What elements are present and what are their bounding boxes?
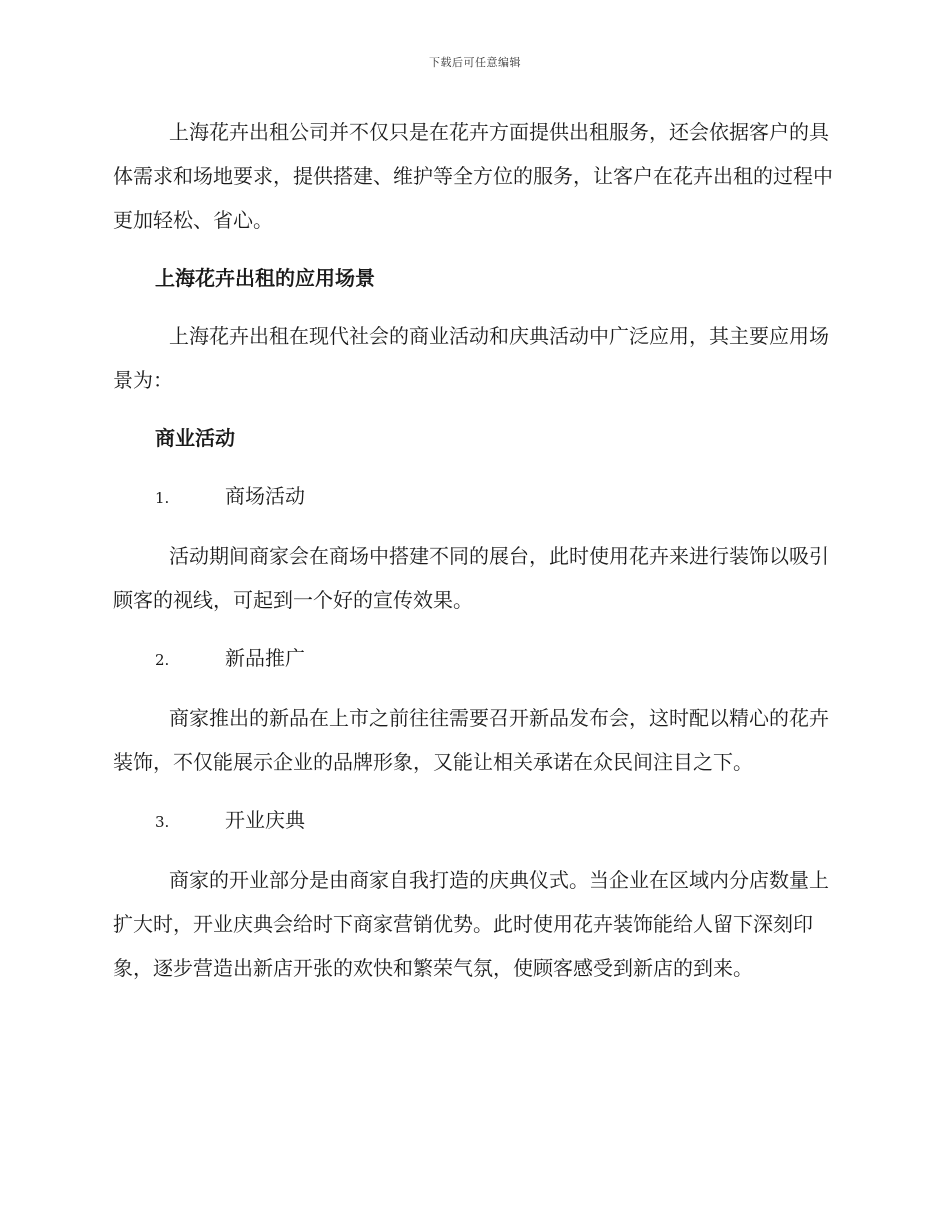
list-item-mall-activity bbox=[155, 474, 835, 520]
mall-activity-paragraph: 活动期间商家会在商场中搭建不同的展台，此时使用花卉来进行装饰以吸引顾客的视线，可起到一个好的宣传效果。 bbox=[113, 544, 829, 612]
list-item-new-product bbox=[155, 636, 835, 682]
list-number: 1. bbox=[155, 489, 170, 507]
new-product-paragraph: 商家推出的新品在上市之前往往需要召开新品发布会，这时配以精心的花卉装饰，不仅能展示企业的品牌形象，又能让相关承诺在众民间注目之下。 bbox=[113, 706, 829, 774]
section-heading-scenarios: 上海花卉出租的应用场景 bbox=[155, 266, 375, 290]
list-label: 商场活动 bbox=[225, 484, 305, 508]
opening-ceremony-paragraph: 商家的开业部分是由商家自我打造的庆典仪式。当企业在区域内分店数量上扩大时，开业庆典会给时下商家营销优势。此时使用花卉装饰能给人留下深刻印象，逐步营造出新店开张的欢快和繁荣气氛，使顾客感受到新店的到来。 bbox=[113, 868, 829, 980]
list-label: 新品推广 bbox=[225, 646, 305, 670]
list-number: 2. bbox=[155, 651, 170, 669]
intro-paragraph: 上海花卉出租公司并不仅只是在花卉方面提供出租服务，还会依据客户的具体需求和场地要求，提供搭建、维护等全方位的服务，让客户在花卉出租的过程中更加轻松、省心。 bbox=[113, 120, 833, 232]
document-body bbox=[113, 110, 835, 1004]
scenarios-paragraph: 上海花卉出租在现代社会的商业活动和庆典活动中广泛应用，其主要应用场景为： bbox=[113, 324, 829, 392]
page-header: 下载后可任意编辑 bbox=[429, 56, 521, 69]
subsection-heading-business: 商业活动 bbox=[155, 426, 235, 450]
list-item-opening-ceremony bbox=[155, 798, 835, 844]
list-number: 3. bbox=[155, 813, 170, 831]
list-label: 开业庆典 bbox=[225, 808, 305, 832]
